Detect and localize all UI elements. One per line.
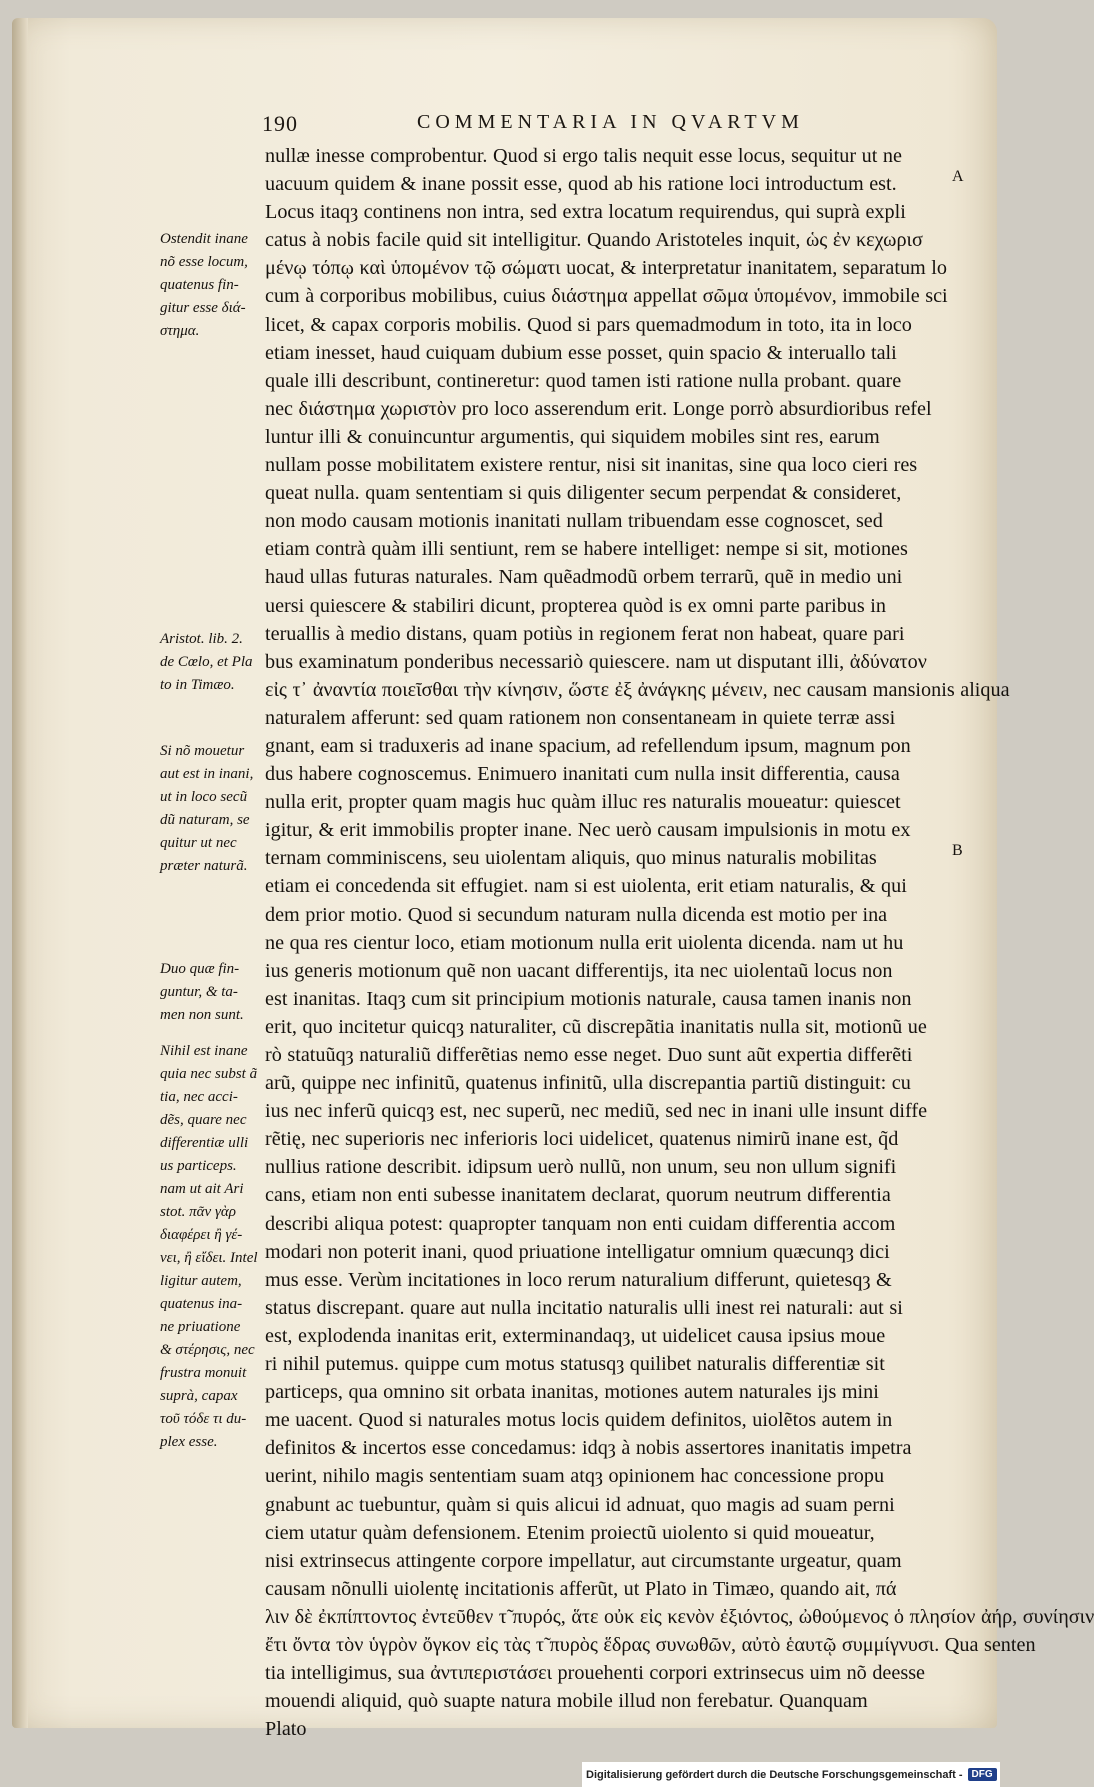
text-line: particeps, qua omnino sit orbata inanitas, motiones autem naturales ijs mini (265, 1381, 879, 1404)
marginal-note-line: ut in loco secũ (160, 789, 248, 805)
text-line: nullam posse mobilitatem existere rentur, nisi sit inanitas, sine qua loco cieri res (265, 454, 918, 477)
marginal-note-line: dũ naturam, se (160, 812, 250, 828)
text-line: etiam contrà quàm illi sentiunt, rem se habere intelliget: nempe si sit, motiones (265, 538, 908, 561)
text-line: cum à corporibus mobilibus, cuius διάστημα appellat σῶμα ὑπομένον, immobile sci (265, 285, 948, 308)
text-line: luntur illi & conuincuntur argumentis, qui siquidem mobiles sint res, earum (265, 425, 880, 448)
text-line: uersi quiescere & stabiliri dicunt, propterea quòd is ex omni parte paribus in (265, 594, 886, 617)
text-line: causam nõnulli uiolentę incitationis afferũt, ut Plato in Timæo, quando ait, πά (265, 1577, 897, 1600)
marginal-note-line: to in Timæo. (160, 677, 235, 693)
marginal-note (160, 1040, 272, 1454)
text-line: teruallis à medio distans, quam potiùs in regionem ferat non habeat, quare pari (265, 622, 905, 645)
marginal-note-line: suprà, capax (160, 1388, 238, 1404)
text-line: mouendi aliquid, quò suapte natura mobile illud non ferebatur. Quanquam (265, 1690, 868, 1713)
marginal-note-line: διαφέρει ἢ γέ- (160, 1227, 243, 1243)
text-line: non modo causam motionis inanitati nullam tribuendam esse cognoscet, sed (265, 510, 883, 533)
text-line: quale illi describunt, contineretur: quod tamen isti ratione nulla probant. quare (265, 369, 902, 392)
main-text-block (265, 142, 1094, 1743)
text-line: licet, & capax corporis mobilis. Quod si pars quemadmodum in toto, ita in loco (265, 313, 912, 336)
marginal-note-line: præter naturã. (160, 858, 248, 874)
marginal-note-line: ligitur autem, (160, 1273, 242, 1289)
text-line: dem prior motio. Quod si secundum naturam nulla dicenda est motio per ina (265, 903, 888, 926)
text-line: bus examinatum ponderibus necessariò quiescere. nam ut disputant illi, ἀδύνατον (265, 650, 927, 673)
marginal-note-line: men non sunt. (160, 1007, 244, 1023)
text-line: erit, quo incitetur quicqȝ naturaliter, cũ discrepãtia inanitatis nulla sit, motionũ ue (265, 1015, 927, 1038)
text-line: nec διάστημα χωριστὸν pro loco asserendum erit. Longe porrò absurdioribus refel (265, 397, 932, 420)
marginal-note-line: Ostendit inane (160, 231, 248, 247)
marginal-note (160, 628, 272, 697)
text-line: me uacent. Quod si naturales motus locis quidem definitos, uiolẽtos autem in (265, 1409, 893, 1432)
dfg-logo: DFG (968, 1768, 997, 1781)
digitization-credit-text: Digitalisierung gefördert durch die Deutsche Forschungsgemeinschaft - (586, 1768, 963, 1781)
text-line: nullæ inesse comprobentur. Quod si ergo talis nequit esse locus, sequitur ut ne (265, 145, 902, 167)
marginal-note-line: στημα. (160, 323, 200, 339)
text-line: describi aliqua potest: quapropter tanquam non enti cuidam differentia accom (265, 1212, 896, 1235)
marginal-note-line: gitur esse διά- (160, 300, 246, 316)
text-line: εἰς τ᾽ ἀναντία ποιεῖσθαι τὴν κίνησιν, ὥστε ἐξ ἀνάγκης μένειν, nec causam mansionis aliqua (265, 678, 1010, 701)
marginal-note-line: stot. πᾶν γὰρ (160, 1204, 236, 1220)
text-line: dus habere cognoscemus. Enimuero inanitati cum nulla insit differentia, causa (265, 763, 900, 786)
text-line: tia intelligimus, sua ἀντιπεριστάσει prouehenti corpori extrinsecus uim nõ deesse (265, 1662, 926, 1685)
text-line: definitos & incertos esse concedamus: idqȝ à nobis assertores inanitatis impetra (265, 1437, 912, 1460)
marginal-note-line: plex esse. (160, 1434, 218, 1450)
marginal-note (160, 958, 272, 1027)
text-line: queat nulla. quam sententiam si quis diligenter secum perpendat & consideret, (265, 482, 902, 505)
marginal-note-line: de Cœlo, et Pla (160, 654, 253, 670)
text-line: λιν δὲ ἐκπίπτοντος ἐντεῦθεν τ̃ πυρός, ἅτε οὐκ εἰς κενὸν ἐξιόντος, ὠθούμενος ὁ πλησίον ἀήρ, συνίησιν (265, 1605, 1094, 1628)
marginal-note-line: nam ut ait Ari (160, 1181, 244, 1197)
text-line: arũ, quippe nec infinitũ, quatenus infinitũ, ulla discrepantia partiũ distinguit: cu (265, 1072, 911, 1095)
marginal-note-line: quitur ut nec (160, 835, 237, 851)
marginal-note-line: Si nõ mouetur (160, 743, 245, 759)
text-line: ius generis motionum quẽ non uacant differentijs, ita nec uiolentaũ locus non (265, 959, 893, 982)
marginal-note (160, 228, 272, 343)
marginal-note-line: τοῦ τόδε τι du- (160, 1411, 247, 1427)
text-line: μένῳ τόπῳ καὶ ὑπομένον τῷ σώματι uocat, & interpretatur inanitatem, separatum lo (265, 257, 948, 280)
marginal-note-line: frustra monuit (160, 1365, 247, 1381)
marginal-note-line: tia, nec acci- (160, 1089, 238, 1105)
text-line: gnabunt ac tuebuntur, quàm si quis alicui id adnuat, quo magis ad suam perni (265, 1493, 895, 1516)
text-line: modari non poterit inani, quod priuatione intelligatur omnium quæcunqȝ dici (265, 1240, 890, 1263)
marginal-note-line: dẽs, quare nec (160, 1112, 247, 1128)
marginal-note-line: Duo quæ fin- (160, 961, 240, 977)
marginal-note-line: quatenus fin- (160, 277, 239, 293)
text-line: nisi extrinsecus attingente corpore impellatur, aut circumstante urgeatur, quam (265, 1549, 902, 1572)
text-line: etiam ei concedenda sit effugiet. nam si est uiolenta, erit etiam naturalis, & qui (265, 875, 907, 898)
text-line: ius nec inferũ quicqȝ est, nec superũ, nec mediũ, sed nec in inani ulle insunt diffe (265, 1100, 928, 1123)
text-line: ciem utatur quàm defensionem. Etenim proiectũ uiolento si quid moueatur, (265, 1521, 875, 1544)
text-line: ri nihil putemus. quippe cum motus statusqȝ quilibet naturalis differentiæ sit (265, 1353, 885, 1376)
text-line: ἔτι ὄντα τὸν ὑγρὸν ὄγκον εἰς τὰς τ̃ πυρὸς ἕδρας συνωθῶν, αὐτὸ ἑαυτῷ συμμίγνυσι. Qua senten (265, 1633, 1036, 1656)
marginal-note-line: differentiæ ulli (160, 1135, 249, 1151)
running-head (262, 111, 962, 137)
marginal-note-line: Aristot. lib. 2. (160, 631, 243, 647)
running-head-title: COMMENTARIA IN QVARTVM (417, 111, 804, 133)
text-line: naturalem afferunt: sed quam rationem non consentaneam in quiete terræ assi (265, 706, 896, 729)
marginal-note-line: quatenus ina- (160, 1296, 243, 1312)
text-line: rẽtię, nec superioris nec inferioris loci uidelicet, quatenus nimirũ inane est, q̃d (265, 1128, 899, 1151)
marginal-note-line: aut est in inani, (160, 766, 254, 782)
text-line: uacuum quidem & inane possit esse, quod ab his ratione loci introductum est. (265, 173, 897, 196)
marginal-note (160, 740, 272, 878)
text-line: nulla erit, propter quam magis huc quàm illuc res naturalis moueatur: quiescet (265, 791, 901, 814)
text-line: ne qua res cientur loco, etiam motionum nulla erit uiolenta dicenda. nam ut hu (265, 931, 904, 954)
page-number: 190 (262, 111, 298, 136)
page-gutter (12, 18, 28, 1728)
text-line: Locus itaqȝ continens non intra, sed extra locatum requirendus, qui suprà expli (265, 201, 906, 224)
marginal-note-line: nõ esse locum, (160, 254, 248, 270)
marginal-note-line: ne priuatione (160, 1319, 241, 1335)
text-line: status discrepant. quare aut nulla incitatio naturalis ulli inest rei naturali: aut si (265, 1296, 903, 1319)
text-line: Plato (265, 1718, 307, 1741)
marginal-note-line: us particeps. (160, 1158, 237, 1174)
text-line: est inanitas. Itaqȝ cum sit principium motionis naturale, causa tamen inanis non (265, 987, 912, 1010)
text-line: etiam inesset, haud cuiquam dubium esse posset, quin spacio & interuallo tali (265, 341, 897, 364)
text-line: nullius ratione describit. idipsum uerò nullũ, non unum, seu non ullum signifi (265, 1156, 897, 1179)
text-line: catus à nobis facile quid sit intelligitur. Quando Aristoteles inquit, ὡς ἐν κεχωρισ (265, 229, 923, 252)
text-line: uerint, nihilo magis sententiam suam atqȝ opinionem hac concessione propu (265, 1465, 885, 1488)
digitization-credit (582, 1762, 1000, 1787)
marginal-note-line: quia nec subst ã (160, 1066, 258, 1082)
section-letter-a: A (952, 168, 964, 185)
marginal-note-line: Nihil est inane (160, 1043, 248, 1059)
marginal-note-line: guntur, & ta- (160, 984, 238, 1000)
marginal-note-line: νει, ἢ εἴδει. Intel (160, 1250, 258, 1266)
text-line: gnant, eam si traduxeris ad inane spacium, ad refellendum ipsum, magnum pon (265, 734, 911, 757)
text-line: haud ullas futuras naturales. Nam quẽadmodũ orbem terrarũ, quẽ in medio uni (265, 566, 903, 589)
text-line: est, explodenda inanitas erit, exterminandaqȝ, ut uidelicet causa ipsius moue (265, 1324, 886, 1347)
marginal-note-line: & στέρησις, nec (160, 1342, 255, 1358)
section-letter-b: B (952, 842, 963, 859)
text-line: ternam comminiscens, seu uiolentam aliquis, quo minus naturalis mobilitas (265, 847, 877, 870)
text-line: rò statuũqȝ naturaliũ differẽtias nemo esse neget. Duo sunt aũt expertia differẽti (265, 1044, 913, 1066)
text-line: igitur, & erit immobilis propter inane. Nec uerò causam impulsionis in motu ex (265, 819, 911, 842)
text-line: cans, etiam non enti subesse inanitatem declarat, quorum neutrum differentia (265, 1184, 891, 1207)
text-line: mus esse. Verùm incitationes in loco rerum naturalium differunt, quietesqȝ & (265, 1268, 892, 1291)
